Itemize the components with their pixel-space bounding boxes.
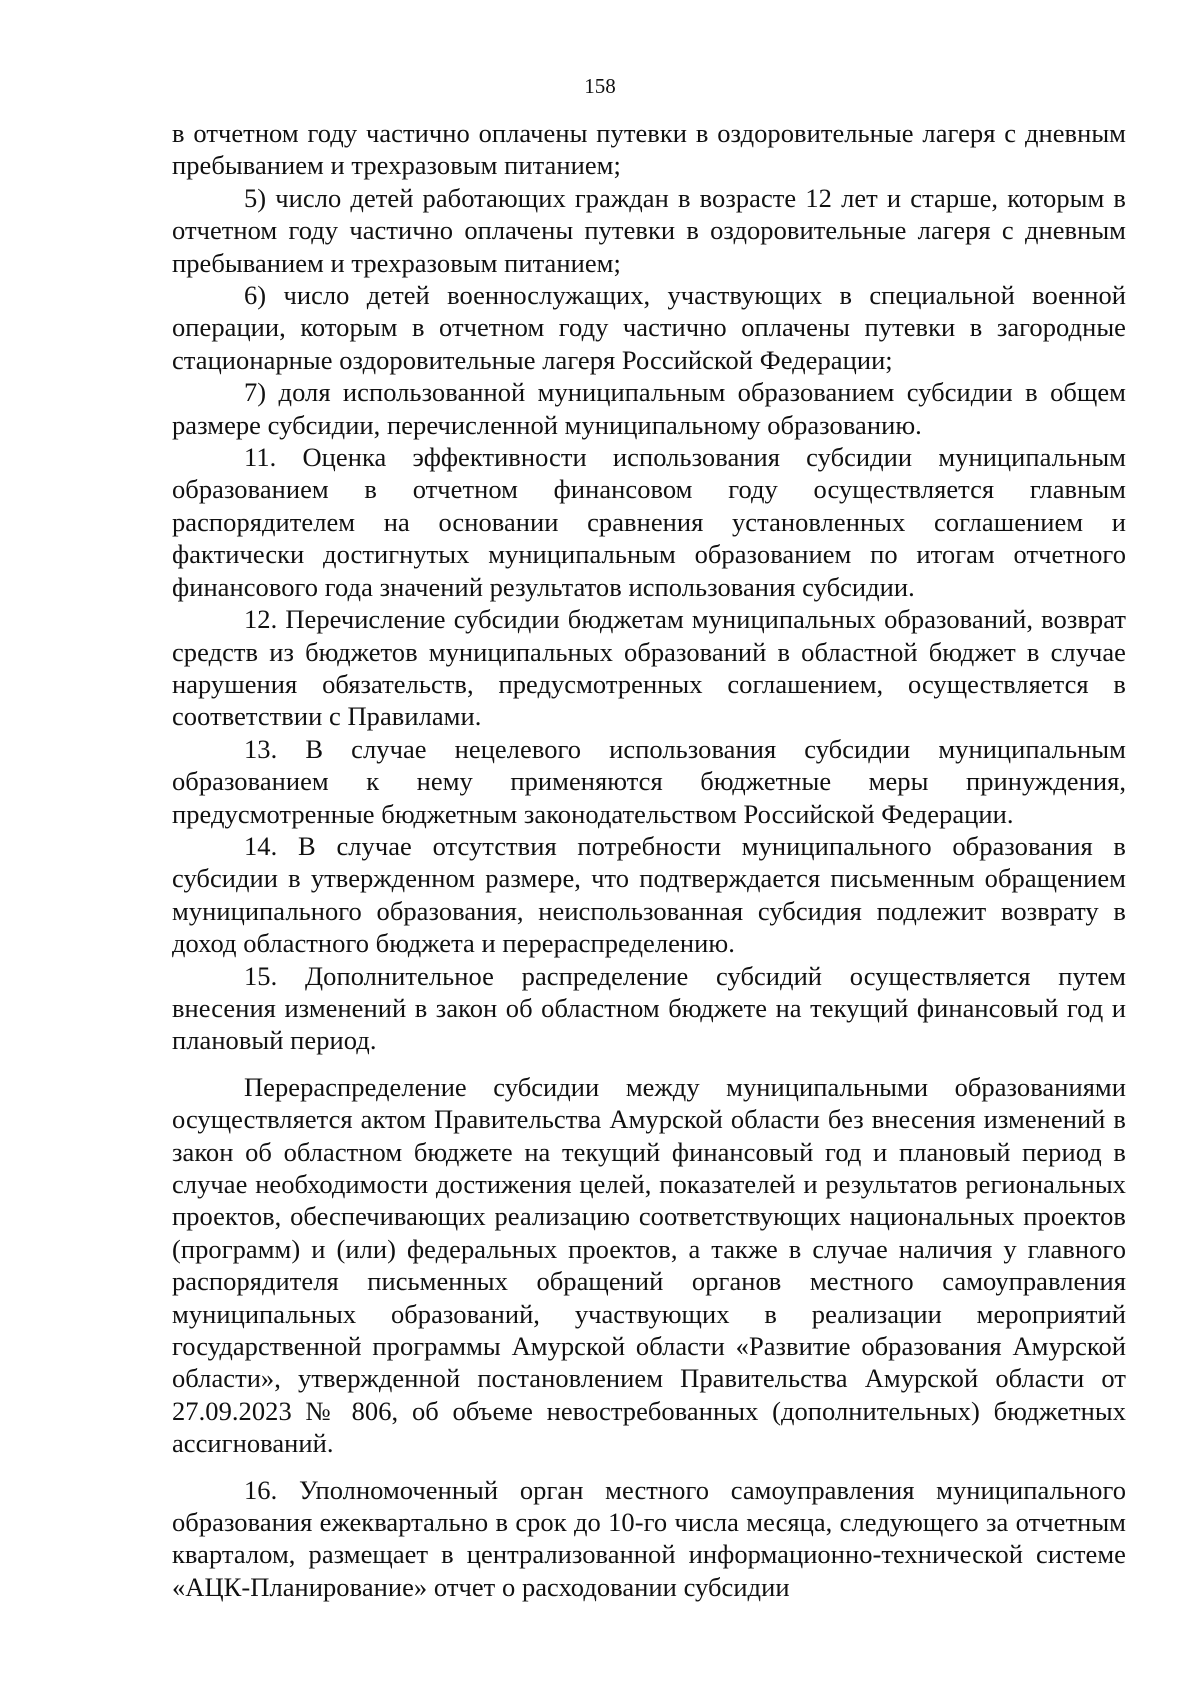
document-body (172, 117, 1126, 1603)
page-number: 158 (584, 74, 616, 98)
paragraph-clause-15: 15. Дополнительное распределение субсидий осуществляется путем внесения изменений в закон об областном бюджете на текущий финансовый год и плановый период. (172, 960, 1126, 1056)
paragraph-item-5: 5) число детей работающих граждан в возрасте 12 лет и старше, которым в отчетном году частично оплачены путевки в оздоровительные лагеря с дневным пребыванием и трехразовым питанием; (172, 182, 1126, 278)
paragraph-clause-16: 16. Уполномоченный орган местного самоуправления муниципального образования ежеквартально в срок до 10-го числа месяца, следующего за отчетным кварталом, размещает в централизованной информационно-технической системе «АЦК-Планирование» отчет о расходовании субсидии (172, 1474, 1126, 1602)
paragraph-clause-11: 11. Оценка эффективности использования субсидии муниципальным образованием в отчетном финансовом году осуществляется главным распорядителем на основании сравнения установленных соглашением и фактически достигнутых муниципальным образованием по итогам отчетного финансового года значений результатов использования субсидии. (172, 442, 1126, 602)
paragraph-item-7: 7) доля использованной муниципальным образованием субсидии в общем размере субсидии, перечисленной муниципальному образованию. (172, 377, 1126, 440)
paragraph-continuation: в отчетном году частично оплачены путевки в оздоровительные лагеря с дневным пребыванием и трехразовым питанием; (172, 118, 1126, 181)
paragraph-clause-12: 12. Перечисление субсидии бюджетам муниципальных образований, возврат средств из бюджетов муниципальных образований в областной бюджет в случае нарушения обязательств, предусмотренных соглашением, осуществляется в соответствии с Правилами. (172, 604, 1126, 732)
paragraph-item-6: 6) число детей военнослужащих, участвующих в специальной военной операции, которым в отчетном году частично оплачены путевки в загородные стационарные оздоровительные лагеря Российской Федерации; (172, 280, 1126, 375)
paragraph-clause-14: 14. В случае отсутствия потребности муниципального образования в субсидии в утвержденном размере, что подтверждается письменным обращением муниципального образования, неиспользованная субсидия подлежит возврату в доход областного бюджета и перераспределению. (172, 830, 1126, 959)
paragraph-clause-13: 13. В случае нецелевого использования субсидии муниципальным образованием к нему применяются бюджетные меры принуждения, предусмотренные бюджетным законодательством Российской Федерации. (172, 733, 1126, 829)
paragraph-redistribution: Перераспределение субсидии между муниципальными образованиями осуществляется актом Правительства Амурской области без внесения изменений в закон об областном бюджете на текущий финансовый год и плановый период в случае необходимости достижения целей, показателей и результатов региональных проектов, обеспечивающих реализацию соответствующих национальных проектов (программ) и (или) федеральных проектов, а также в случае наличия у главного распорядителя письменных обращений органов местного самоуправления муниципальных образований, участвующих в реализации мероприятий государственной программы Амурской области «Развитие образования Амурской области», утвержденной постановлением Правительства Амурской области от 27.09.2023 № 806, об объеме невостребованных (дополнительных) бюджетных ассигнований. (172, 1071, 1126, 1459)
